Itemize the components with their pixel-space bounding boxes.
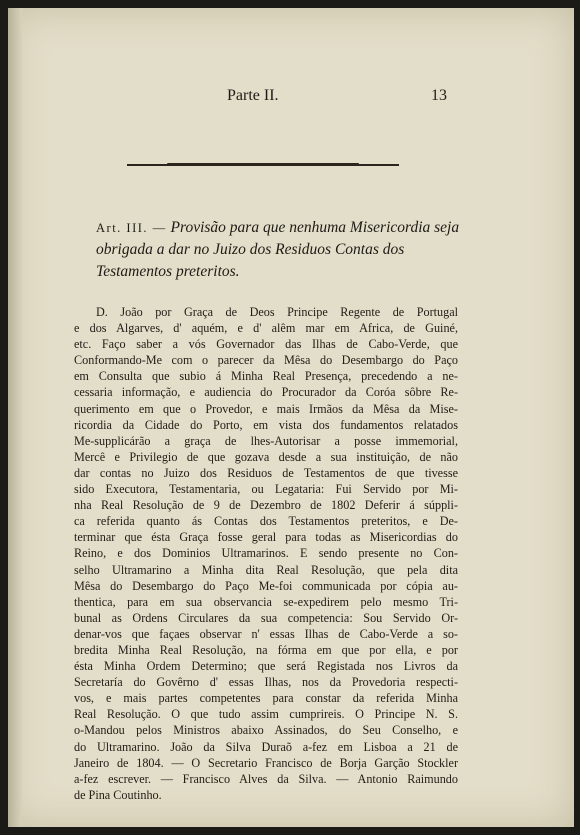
body-line: de Pina Coutinho.	[74, 787, 162, 802]
body-line: vos, e mais partes competentes para constar da referida Minha	[74, 691, 458, 706]
body-line: em Consulta que subio á Minha Real Presença, precedendo a ne-	[74, 369, 458, 384]
body-line: denar-vos que façaes observar n' essas Ilhas de Cabo-Verde a so-	[74, 626, 458, 641]
page-number: 13	[431, 87, 447, 104]
body-line: bunal as Ordens Circulares da sua competencia: Sou Servido Or-	[74, 610, 458, 625]
body-line: Conformando-Me com o parecer da Mêsa do Desembargo do Paço	[74, 353, 458, 368]
article-title: Provisão para que nenhuma Misericordia seja obrigada a dar no Juizo dos Residuos Contas dos Testamentos preteritos.	[96, 219, 460, 280]
body-line: Me-supplicárão a graça de lhes-Autorisar a posse immemorial,	[74, 433, 458, 448]
running-head: Parte II.	[227, 87, 279, 104]
page-gutter	[8, 8, 22, 827]
body-line: ricordia da Cidade do Porto, em vista dos fundamentos relatados	[74, 417, 458, 432]
body-line: etc. Faço saber a vós Governador das Ilhas de Cabo-Verde, que	[74, 337, 458, 352]
body-line: Mercê e Privilegio de que gozava desde a sua instituição, de não	[74, 449, 458, 464]
body-line: Real Resolução. O que tudo assim cumprireis. O Principe N. S.	[74, 707, 458, 722]
body-line: Secretaría do Govêrno d' essas Ilhas, nos da Provedoria respecti-	[74, 675, 458, 690]
body-line: querimento em que o Provedor, e mais Irmãos da Mêsa da Mise-	[74, 401, 458, 416]
body-line: ésta Minha Ordem Determino; que será Registada nos Livros da	[74, 659, 458, 674]
ornamental-rule	[127, 164, 399, 166]
body-line: do Ultramarino. João da Silva Duraõ a-fez em Lisboa a 21 de	[74, 739, 458, 754]
body-line: dar contas no Juizo dos Residuos de Testamentos de que tivesse	[74, 465, 458, 480]
body-line: D. João por Graça de Deos Principe Regente de Portugal	[96, 305, 458, 319]
body-line: thentica, para em sua observancia se-expedirem pelo mesmo Tri-	[74, 594, 458, 609]
article-heading	[96, 217, 476, 283]
body-line: Mêsa do Desembargo do Paço Me-foi communicada por cópia au-	[74, 578, 458, 593]
body-line: Janeiro de 1804. — O Secretario Francisco de Borja Garção Stockler	[74, 755, 458, 770]
body-line: ca referida quanto ás Contas dos Testamentos preteritos, e De-	[74, 514, 458, 529]
body-line: Reino, e dos Dominios Ultramarinos. E sendo presente no Con-	[74, 546, 458, 561]
body-line: a-fez escrever. — Francisco Alves da Silva. — Antonio Raimundo	[74, 771, 458, 786]
body-text	[74, 304, 458, 803]
body-line: o-Mandou pelos Ministros abaixo Assinados, do Seu Conselho, e	[74, 723, 458, 738]
body-line: terminar que ésta Graça fosse geral para todas as Misericordias do	[74, 530, 458, 545]
body-line: e dos Algarves, d' aquém, e d' alêm mar em Africa, de Guiné,	[74, 321, 458, 336]
book-page	[8, 8, 574, 827]
body-line: selho Ultramarino a Minha dita Real Resolução, que pela dita	[74, 562, 458, 577]
body-line: nha Real Resolução de 9 de Dezembro de 1802 Deferir á súppli-	[74, 498, 458, 513]
body-line: bredita Minha Real Resolução, na fórma em que por ella, e por	[74, 642, 458, 657]
body-line: sido Executora, Testamentaria, ou Legataria: Fui Servido por Mi-	[74, 482, 458, 497]
body-line: cessaria informação, e audiencia do Procurador da Coróa sôbre Re-	[74, 385, 458, 400]
article-label: Art. III. —	[96, 221, 167, 235]
